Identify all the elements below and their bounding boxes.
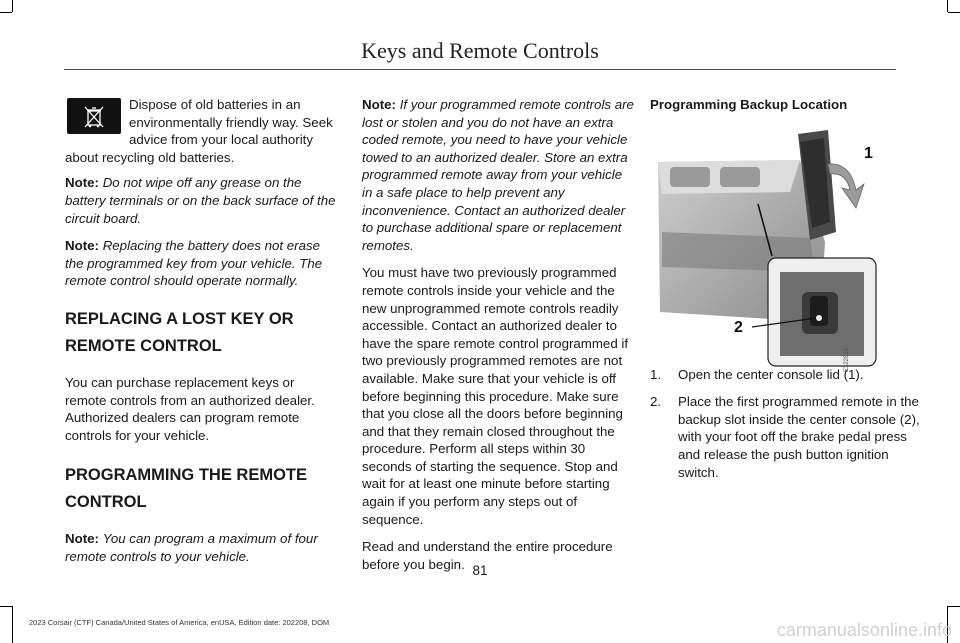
column-2 — [362, 96, 634, 583]
paragraph-requirements: You must have two previously programmed remote controls inside your vehicle and the new unprogrammed remote controls readily accessible. Contact an authorized dealer to have the spare remote control programmed if two previously programmed remotes are not available. Make sure that your vehicle is off before beginning this procedure. Make sure that you close all the doors before beginning and that they remain closed throughout the procedure. Perform all steps within 30 seconds of starting the sequence. Stop and wait for at least one minute before starting again if you perform any steps out of sequence. — [362, 265, 629, 527]
step-number: 2. — [650, 394, 662, 410]
crop-mark-top-right-vertical — [947, 0, 948, 12]
console-backup-slot-illustration — [650, 122, 878, 372]
page-number: 81 — [472, 563, 488, 578]
note-text: If your programmed remote controls are lost or stolen and you do not have an extra coded remote, you need to have your vehicle towed to an authorized dealer. Store an extra programmed remote away from your vehicle in a safe place to help prevent any inconvenience. Contact an authorized dealer to purchase additional spare or replacement remotes. — [362, 97, 634, 253]
note-label: Note: — [65, 175, 99, 191]
procedure-step — [650, 393, 930, 481]
step-text: Open the center console lid (1). — [678, 366, 864, 382]
note-text: Do not wipe off any grease on the battery terminals or on the back surface of the circuit board. — [65, 175, 336, 226]
crop-mark-top-right-horizontal — [948, 12, 960, 13]
cupholder — [720, 167, 760, 187]
heading-line: REPLACING A LOST KEY OR — [65, 309, 294, 328]
note-text: Replacing the battery does not erase the programmed key from your vehicle. The remote control should operate normally. — [65, 238, 323, 289]
note-label: Note: — [65, 238, 99, 254]
note-label: Note: — [65, 531, 99, 547]
slot-target-dot — [816, 315, 822, 321]
disposal-line-3: advice from your local authority — [129, 132, 314, 148]
note-label: Note: — [362, 97, 396, 112]
figure-code: E322818 — [844, 347, 850, 372]
heading-line: PROGRAMMING THE REMOTE — [65, 466, 307, 485]
paragraph-read-procedure: Read and understand the entire procedure before you begin. — [362, 539, 613, 572]
crop-mark-bottom-left-horizontal — [0, 606, 12, 607]
note-battery-erase — [65, 237, 337, 290]
callout-2-label: 2 — [734, 318, 743, 336]
header-rule — [64, 69, 896, 70]
console-illustration-svg — [650, 122, 878, 372]
page-header-title: Keys and Remote Controls — [361, 38, 599, 63]
step-text: Place the first programmed remote in the backup slot inside the center console (2), with your foot off the brake pedal press and release the push button ignition switch. — [678, 394, 920, 480]
paragraph-replacement: You can purchase replacement keys or remote controls from an authorized dealer. Authorized dealers can program remote controls for your vehicle. — [65, 374, 315, 443]
remote-in-slot-icon — [810, 296, 828, 326]
heading-line: CONTROL — [65, 493, 147, 512]
crop-mark-top-left-vertical — [12, 0, 13, 12]
procedure-steps — [650, 366, 930, 482]
procedure-step — [650, 366, 930, 384]
crop-mark-bottom-right-horizontal — [948, 606, 960, 607]
note-text: You can program a maximum of four remote controls to your vehicle. — [65, 531, 318, 564]
note-max-remotes — [65, 530, 337, 565]
disposal-line-1: Dispose of old batteries in an — [129, 97, 301, 112]
note-grease — [65, 174, 337, 227]
step-number: 1. — [650, 366, 662, 382]
callout-1-label: 1 — [864, 144, 873, 162]
disposal-line-4: about recycling old batteries. — [65, 149, 235, 165]
crop-mark-top-left-horizontal — [0, 12, 12, 13]
section-heading-replacing — [65, 306, 337, 360]
cupholder — [670, 167, 710, 187]
crop-mark-bottom-left-vertical — [12, 606, 13, 643]
watermark: carmanualsonline.info — [776, 620, 952, 640]
heading-line: REMOTE CONTROL — [65, 336, 222, 355]
note-lost-remotes — [362, 96, 634, 254]
disposal-line-2: environmentally friendly way. Seek — [129, 114, 333, 130]
column-3 — [650, 96, 930, 491]
crossed-out-wheelie-bin-icon — [67, 98, 121, 134]
column-1 — [65, 96, 337, 576]
section-heading-programming — [65, 462, 337, 516]
footer-edition-info: 2023 Corsair (CTF) Canada/United States of America, enUSA, Edition date: 202208, DOM — [29, 618, 330, 627]
figure-title: Programming Backup Location — [650, 97, 848, 112]
battery-disposal-block — [65, 96, 337, 166]
